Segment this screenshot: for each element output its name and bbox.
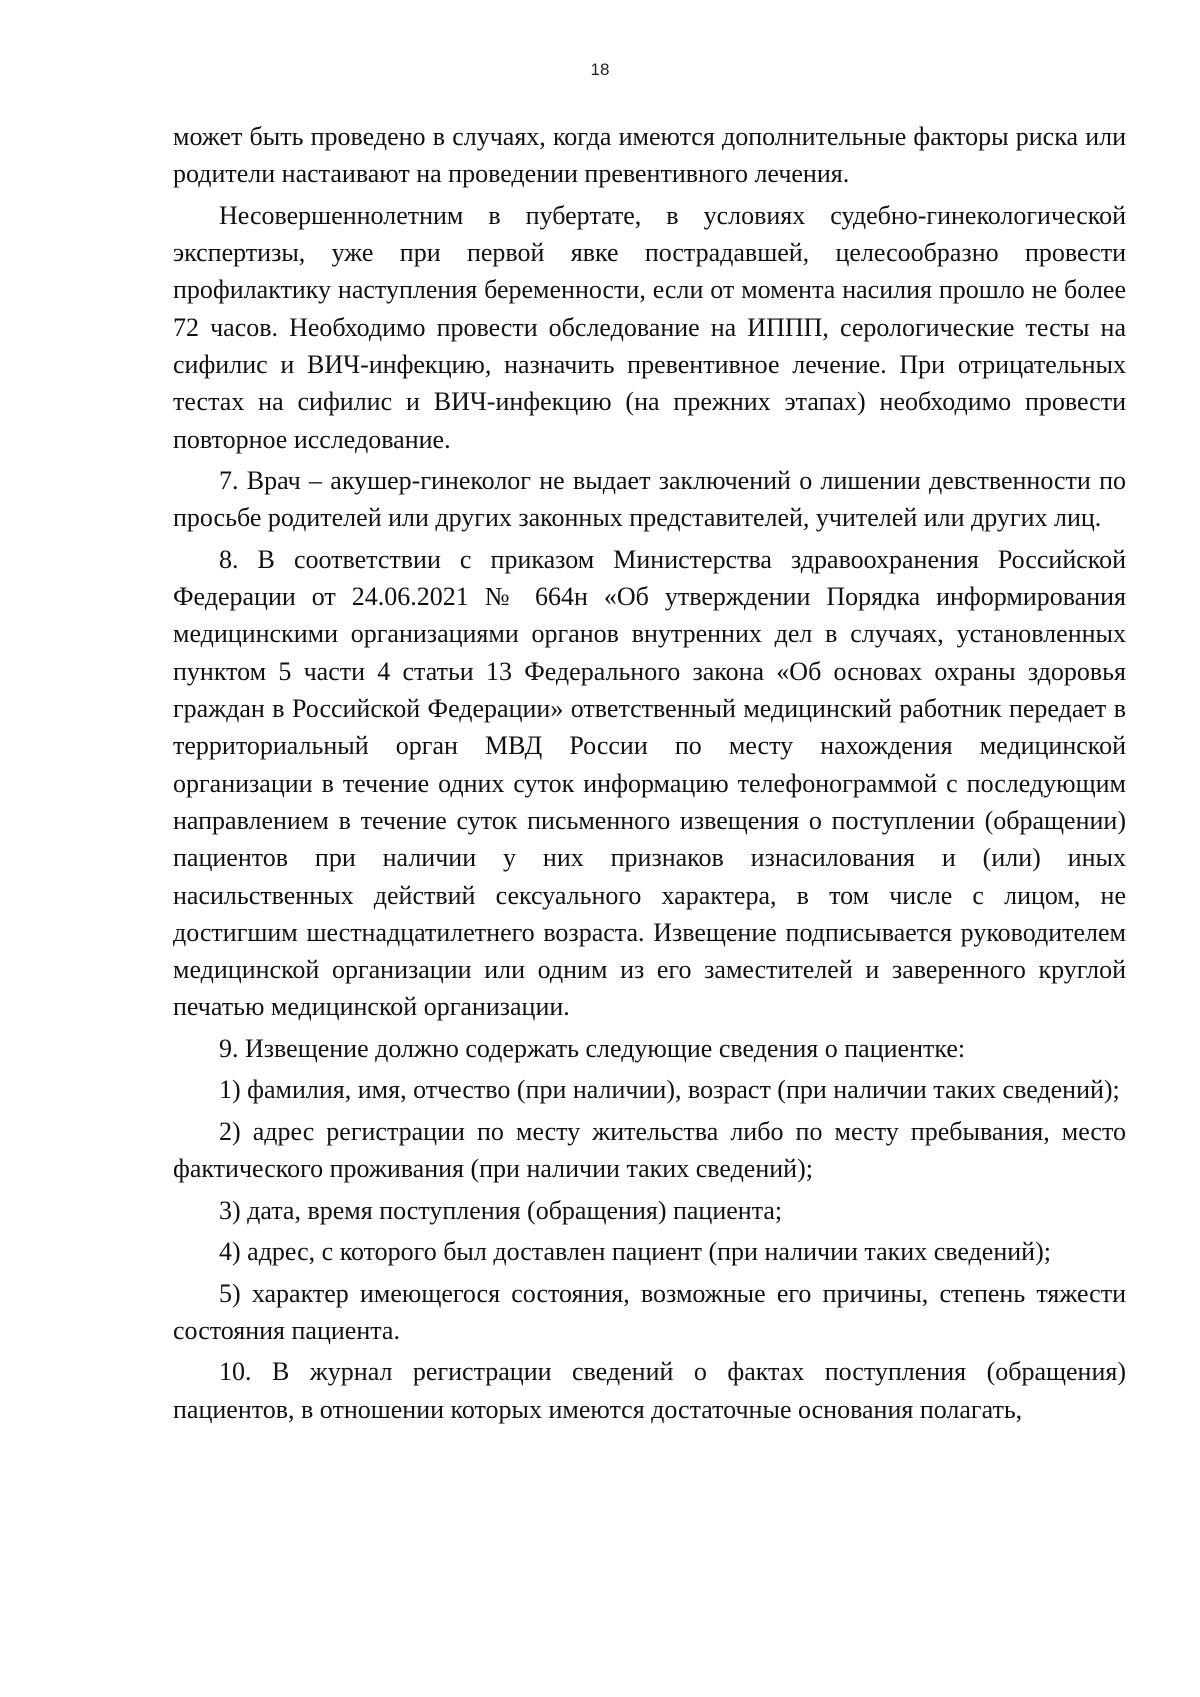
- paragraph-item-9: 9. Извещение должно содержать следующие сведения о пациентке:: [219, 1033, 966, 1063]
- document-body: [173, 118, 1126, 1432]
- page-number: 18: [590, 60, 610, 79]
- list-item-4: 4) адрес, с которого был доставлен пациент (при наличии таких сведений);: [219, 1237, 1051, 1267]
- paragraph-minors-puberty: Несовершеннолетним в пубертате, в условиях судебно-гинекологической экспертизы, уже при первой явке пострадавшей, целесообразно провести профилактику наступления беременности, если от момента насилия прошло не более 72 часов. Необходимо провести обследование на ИППП, серологические тесты на сифилис и ВИЧ-инфекцию, назначить превентивное лечение. При отрицательных тестах на сифилис и ВИЧ-инфекцию (на прежних этапах) необходимо провести повторное исследование.: [173, 200, 1126, 454]
- list-item-5: 5) характер имеющегося состояния, возможные его причины, степень тяжести состояния пациента.: [173, 1278, 1126, 1345]
- list-item-1: 1) фамилия, имя, отчество (при наличии), возраст (при наличии таких сведений);: [219, 1075, 1120, 1105]
- paragraph-item-10: 10. В журнал регистрации сведений о фактах поступления (обращения) пациентов, в отношении которых имеются достаточные основания полагать,: [173, 1357, 1126, 1424]
- paragraph-continuation: может быть проведено в случаях, когда имеются дополнительные факторы риска или родители настаивают на проведении превентивного лечения.: [173, 122, 1126, 189]
- paragraph-item-7: 7. Врач – акушер-гинеколог не выдает заключений о лишении девственности по просьбе родителей или других законных представителей, учителей или других лиц.: [173, 466, 1126, 533]
- list-item-3: 3) дата, время поступления (обращения) пациента;: [219, 1195, 783, 1225]
- paragraph-item-8: 8. В соответствии с приказом Министерства здравоохранения Российской Федерации от 24.06.2021 № 664н «Об утверждении Порядка информирования медицинскими организациями органов внутренних дел в случаях, установленных пунктом 5 части 4 статьи 13 Федерального закона «Об основах охраны здоровья граждан в Российской Федерации» ответственный медицинский работник передает в территориальный орган МВД России по месту нахождения медицинской организации в течение одних суток информацию телефонограммой с последующим направлением в течение суток письменного извещения о поступлении (обращении) пациентов при наличии у них признаков изнасилования и (или) иных насильственных действий сексуального характера, в том числе с лицом, не достигшим шестнадцатилетнего возраста. Извещение подписывается руководителем медицинской организации или одним из его заместителей и заверенного круглой печатью медицинской организации.: [173, 544, 1126, 1022]
- list-item-2: 2) адрес регистрации по месту жительства либо по месту пребывания, место фактического проживания (при наличии таких сведений);: [173, 1116, 1126, 1184]
